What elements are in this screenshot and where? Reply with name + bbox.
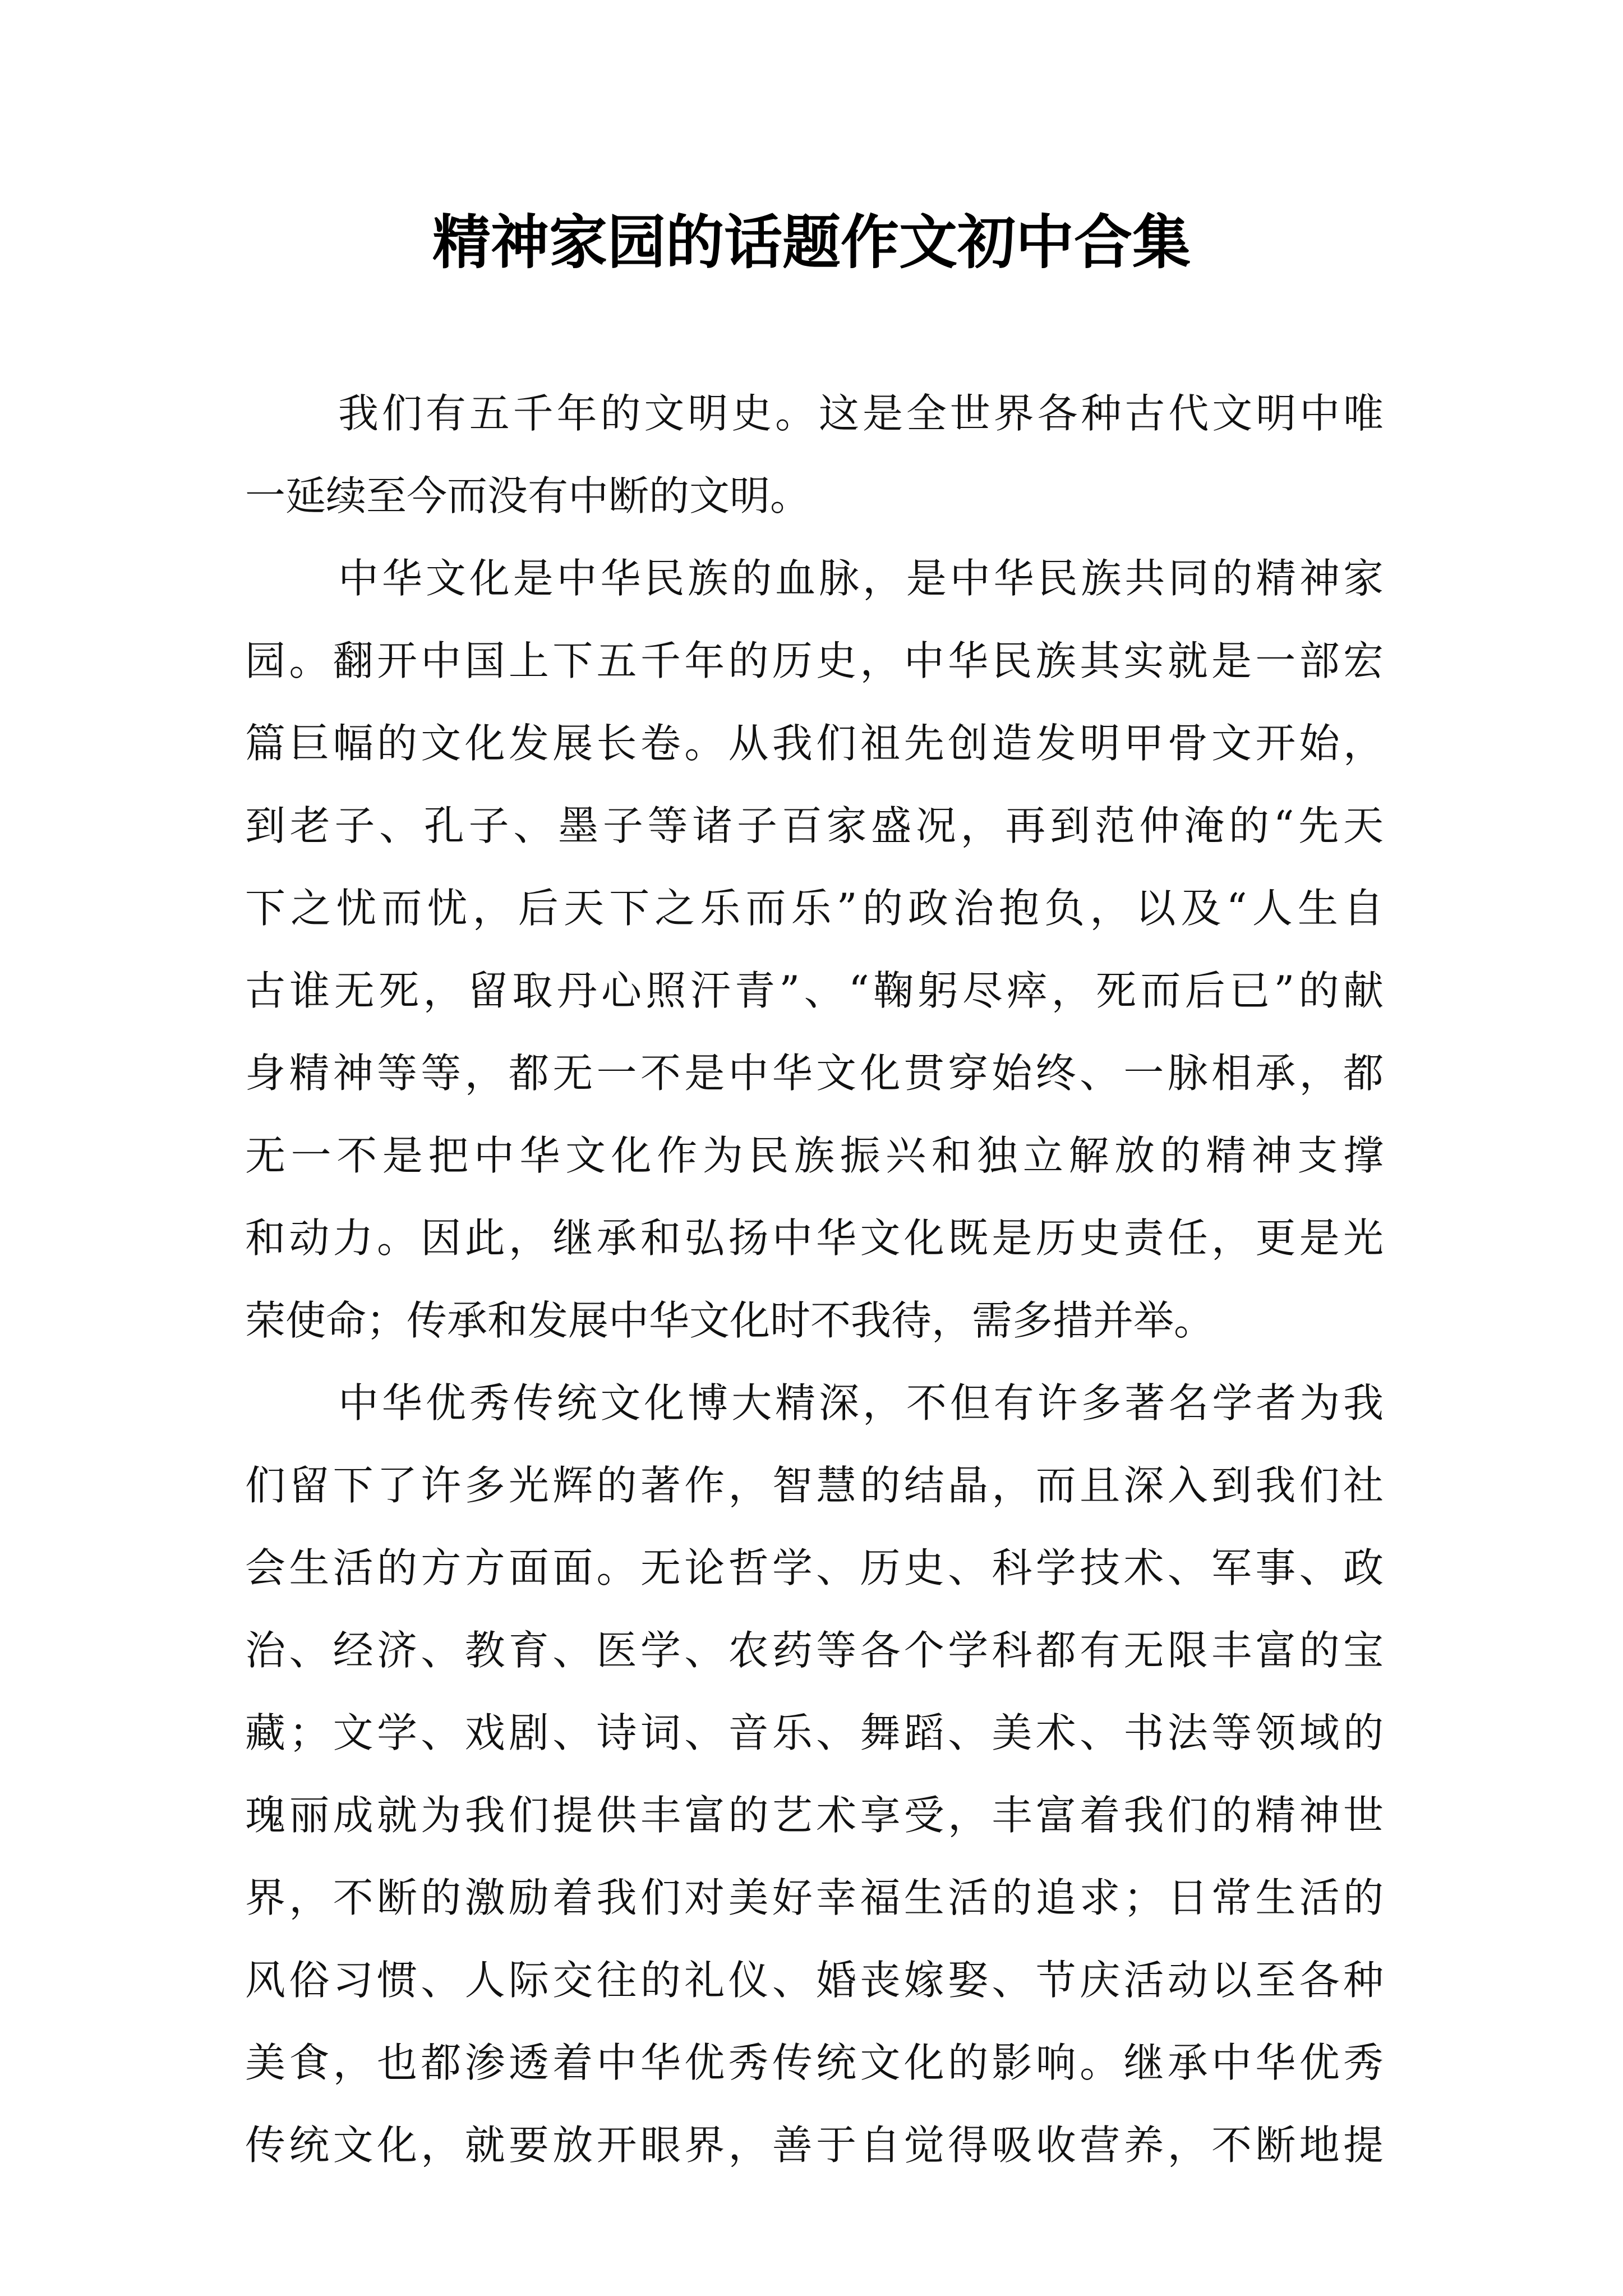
document-body — [245, 372, 1384, 2187]
text-line: 园。翻开中国上下五千年的历史，中华民族其实就是一部宏 — [245, 637, 1384, 684]
text-line: 治、经济、教育、医学、农药等各个学科都有无限丰富的宝 — [245, 1627, 1384, 1674]
text-line: 荣使命；传承和发展中华文化时不我待，需多措并举。 — [245, 1297, 1215, 1344]
text-line: 篇巨幅的文化发展长卷。从我们祖先创造发明甲骨文开始， — [245, 720, 1384, 767]
text-line: 古谁无死，留取丹心照汗青”、“鞠躬尽瘁，死而后已”的献 — [245, 967, 1384, 1014]
text-line: 会生活的方方面面。无论哲学、历史、科学技术、军事、政 — [245, 1544, 1384, 1591]
text-line: 我们有五千年的文明史。这是全世界各种古代文明中唯 — [338, 390, 1384, 437]
text-line: 中华文化是中华民族的血脉，是中华民族共同的精神家 — [338, 555, 1384, 602]
text-line: 界，不断的激励着我们对美好幸福生活的追求；日常生活的 — [245, 1874, 1384, 1921]
text-line: 藏；文学、戏剧、诗词、音乐、舞蹈、美术、书法等领域的 — [245, 1709, 1384, 1756]
document-title: 精神家园的话题作文初中合集 — [432, 208, 1191, 277]
text-line: 风俗习惯、人际交往的礼仪、婚丧嫁娶、节庆活动以至各种 — [245, 1957, 1384, 2004]
text-line: 到老子、孔子、墨子等诸子百家盛况，再到范仲淹的“先天 — [245, 802, 1384, 849]
text-line: 下之忧而忧，后天下之乐而乐”的政治抱负，以及“人生自 — [245, 885, 1384, 932]
text-line: 无一不是把中华文化作为民族振兴和独立解放的精神支撑 — [245, 1132, 1384, 1179]
text-line: 身精神等等，都无一不是中华文化贯穿始终、一脉相承，都 — [245, 1050, 1384, 1097]
text-line: 们留下了许多光辉的著作，智慧的结晶，而且深入到我们社 — [245, 1462, 1384, 1509]
text-line: 传统文化，就要放开眼界，善于自觉得吸收营养，不断地提 — [245, 2122, 1384, 2169]
text-line: 瑰丽成就为我们提供丰富的艺术享受，丰富着我们的精神世 — [245, 1792, 1384, 1839]
text-line: 一延续至今而没有中断的文明。 — [245, 472, 811, 519]
text-line: 中华优秀传统文化博大精深，不但有许多著名学者为我 — [338, 1379, 1384, 1427]
text-line: 美食，也都渗透着中华优秀传统文化的影响。继承中华优秀 — [245, 2039, 1384, 2086]
text-line: 和动力。因此，继承和弘扬中华文化既是历史责任，更是光 — [245, 1214, 1384, 1262]
